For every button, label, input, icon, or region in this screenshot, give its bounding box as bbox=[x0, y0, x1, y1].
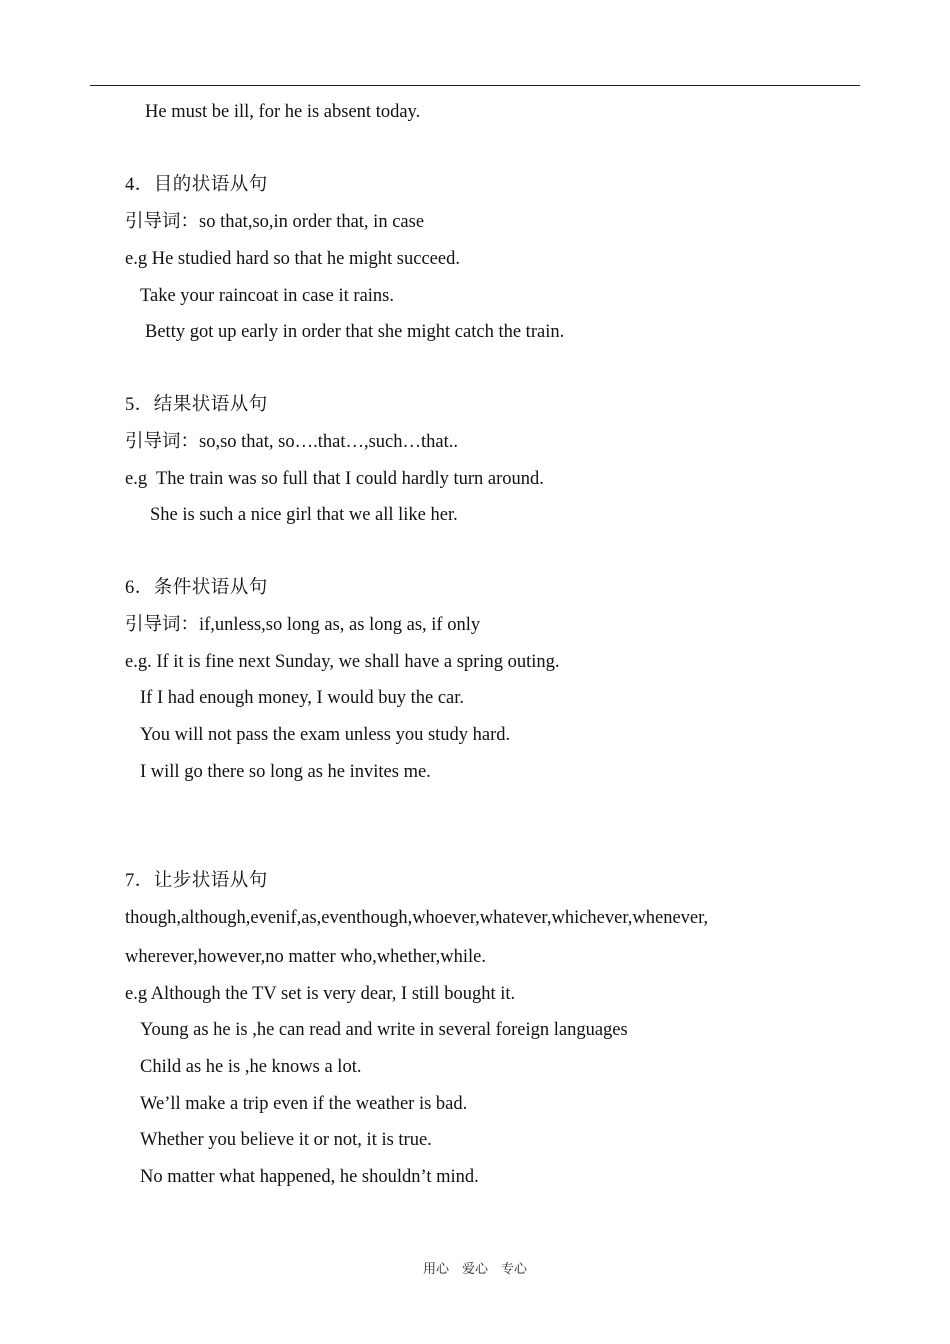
example-sentence: Whether you believe it or not, it is true. bbox=[140, 1130, 432, 1150]
example-sentence: We’ll make a trip even if the weather is bad. bbox=[140, 1094, 468, 1114]
section-heading-result-clause: 5．结果状语从句 bbox=[125, 395, 268, 415]
example-sentence: e.g Although the TV set is very dear, I still bought it. bbox=[125, 984, 516, 1004]
connectives-line: though,although,evenif,as,eventhough,whoever,whatever,whichever,whenever, bbox=[125, 908, 709, 928]
example-sentence: No matter what happened, he shouldn’t mind. bbox=[140, 1167, 479, 1187]
example-sentence: Child as he is ,he knows a lot. bbox=[140, 1057, 362, 1077]
connectives-line: 引导词：so that,so,in order that, in case bbox=[125, 212, 425, 232]
section-heading-purpose-clause: 4．目的状语从句 bbox=[125, 175, 268, 195]
example-sentence: Take your raincoat in case it rains. bbox=[140, 286, 395, 306]
example-sentence: I will go there so long as he invites me. bbox=[140, 762, 431, 782]
example-sentence: Betty got up early in order that she might catch the train. bbox=[145, 322, 565, 342]
example-sentence: e.g. If it is fine next Sunday, we shall have a spring outing. bbox=[125, 652, 560, 672]
connectives-line: 引导词：so,so that, so….that…,such…that.. bbox=[125, 432, 458, 452]
section-heading-condition-clause: 6．条件状语从句 bbox=[125, 578, 268, 598]
example-sentence: You will not pass the exam unless you study hard. bbox=[140, 725, 511, 745]
example-sentence: If I had enough money, I would buy the car. bbox=[140, 688, 465, 708]
example-sentence: He must be ill, for he is absent today. bbox=[145, 102, 421, 122]
section-heading-concession-clause: 7．让步状语从句 bbox=[125, 871, 268, 891]
connectives-line: 引导词：if,unless,so long as, as long as, if only bbox=[125, 615, 481, 635]
header-rule bbox=[90, 85, 860, 86]
page-footer: 用心 爱心 专心 bbox=[422, 1261, 527, 1276]
example-sentence: Young as he is ,he can read and write in several foreign languages bbox=[140, 1020, 628, 1040]
example-sentence: e.g The train was so full that I could hardly turn around. bbox=[125, 469, 544, 489]
connectives-line: wherever,however,no matter who,whether,while. bbox=[125, 947, 486, 967]
example-sentence: She is such a nice girl that we all like her. bbox=[150, 505, 458, 525]
example-sentence: e.g He studied hard so that he might succeed. bbox=[125, 249, 460, 269]
